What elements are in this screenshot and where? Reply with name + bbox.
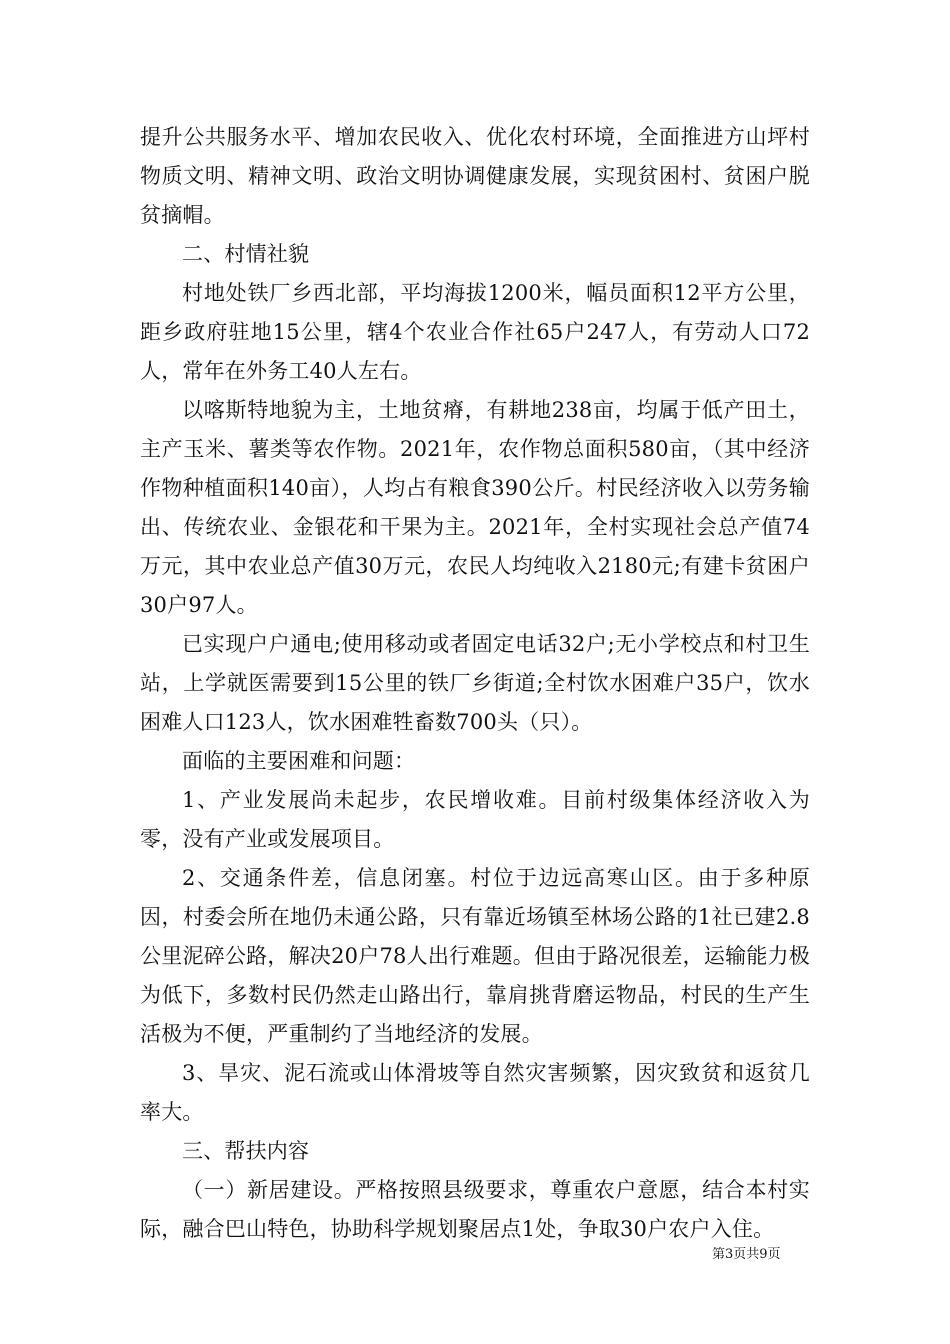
list-item-problem-1: 1、产业发展尚未起步，农民增收难。目前村级集体经济收入为零，没有产业或发展项目。 bbox=[140, 788, 810, 851]
section-heading-village-overview: 二、村情社貌 bbox=[182, 242, 310, 266]
paragraph-problems-heading: 面临的主要困难和问题： bbox=[182, 749, 416, 773]
page-number: 第3页共9页 bbox=[712, 1247, 781, 1262]
list-item-problem-3: 3、旱灾、泥石流或山体滑坡等自然灾害频繁，因灾致贫和返贫几率大。 bbox=[140, 1061, 810, 1124]
paragraph-infrastructure: 已实现户户通电;使用移动或者固定电话32户;无小学校点和村卫生站，上学就医需要到15公里的铁厂乡街道;全村饮水困难户35户，饮水困难人口123人，饮水困难牲畜数700头（只）。 bbox=[140, 632, 810, 734]
section-heading-assistance: 三、帮扶内容 bbox=[182, 1139, 310, 1163]
paragraph-location: 村地处铁厂乡西北部，平均海拔1200米，幅员面积12平方公里，距乡政府驻地15公里，辖4个农业合作社65户247人，有劳动人口72人，常年在外务工40人左右。 bbox=[140, 281, 810, 383]
list-item-problem-2: 2、交通条件差，信息闭塞。村位于边远高寒山区。由于多种原因，村委会所在地仍未通公路，只有靠近场镇至林场公路的1社已建2.8公里泥碎公路，解决20户78人出行难题。但由于路况很差，运输能力极为低下，多数村民仍然走山路出行，靠肩挑背磨运物品，村民的生产生活极为不便，严重制约了当地经济的发展。 bbox=[140, 866, 810, 1046]
paragraph-terrain-economy: 以喀斯特地貌为主，土地贫瘠，有耕地238亩，均属于低产田土，主产玉米、薯类等农作物。2021年，农作物总面积580亩，（其中经济作物种植面积140亩），人均占有粮食390公斤。村民经济收入以劳务输出、传统农业、金银花和干果为主。2021年，全村实现社会总产值74万元，其中农业总产值30万元，农民人均纯收入2180元;有建卡贫困户30户97人。 bbox=[140, 398, 810, 617]
paragraph-intro-continued: 提升公共服务水平、增加农民收入、优化农村环境，全面推进方山坪村物质文明、精神文明、政治文明协调健康发展，实现贫困村、贫困户脱贫摘帽。 bbox=[140, 125, 810, 227]
paragraph-new-housing: （一）新居建设。严格按照县级要求，尊重农户意愿，结合本村实际，融合巴山特色，协助科学规划聚居点1处，争取30户农户入住。 bbox=[140, 1178, 810, 1241]
document-body bbox=[140, 118, 810, 1249]
